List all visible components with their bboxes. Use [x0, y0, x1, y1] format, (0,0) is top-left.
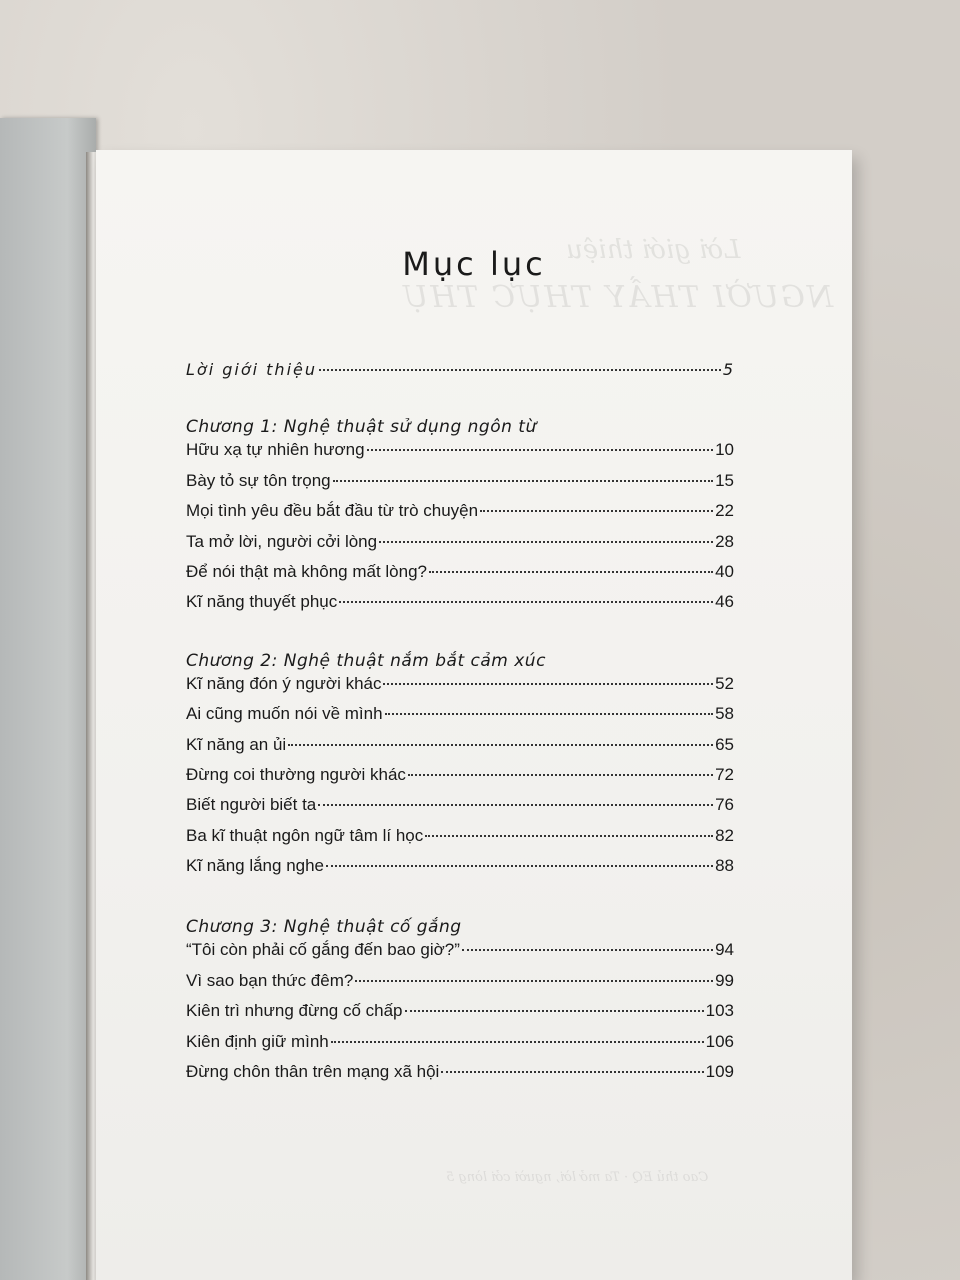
toc-entry-label: Lời giới thiệu	[186, 360, 317, 379]
toc-entry[interactable]	[186, 826, 734, 856]
toc-entry-label: “Tôi còn phải cố gắng đến bao giờ?”	[186, 940, 460, 960]
toc-entry[interactable]	[186, 1001, 734, 1031]
dot-leader	[385, 713, 714, 715]
toc-page-number: 94	[715, 940, 734, 960]
toc-entry-label: Đừng chôn thân trên mạng xã hội	[186, 1062, 440, 1082]
toc-entry[interactable]	[186, 562, 734, 592]
toc-page-number: 46	[715, 592, 734, 612]
toc-entry[interactable]	[186, 856, 734, 886]
toc-entry-label: Biết người biết ta	[186, 795, 317, 815]
toc-entry-label: Kĩ năng đón ý người khác	[186, 673, 382, 693]
toc-entry-label: Kĩ năng thuyết phục	[186, 592, 338, 612]
toc-entry[interactable]	[186, 1062, 734, 1092]
toc-page-number: 22	[715, 501, 734, 521]
dot-leader	[408, 774, 713, 776]
dot-leader	[441, 1071, 703, 1073]
toc-page-number: 5	[722, 360, 734, 379]
dot-leader	[318, 804, 713, 806]
book-cover-edge	[0, 118, 96, 1280]
chapter-heading-1: Chương 1: Nghệ thuật sử dụng ngôn từ	[186, 417, 537, 438]
dot-leader	[319, 369, 721, 371]
page-title: Mục lục	[402, 245, 546, 283]
chapter-heading-3: Chương 3: Nghệ thuật cố gắng	[186, 917, 462, 938]
toc-entry-label: Mọi tình yêu đều bắt đầu từ trò chuyện	[186, 501, 479, 521]
toc-page-number: 40	[715, 561, 734, 581]
dot-leader	[288, 744, 713, 746]
toc-entry[interactable]	[186, 795, 734, 825]
toc-entry-label: Ai cũng muốn nói về mình	[186, 704, 383, 724]
toc-entry[interactable]	[186, 501, 734, 531]
toc-page-number: 52	[715, 673, 734, 693]
toc-page-number: 103	[705, 1001, 734, 1021]
toc-entry-label: Vì sao bạn thức đêm?	[186, 970, 354, 990]
chapter-heading-2: Chương 2: Nghệ thuật nắm bắt cảm xúc	[186, 650, 546, 671]
toc-entry-intro[interactable]	[186, 360, 734, 390]
toc-page-number: 106	[705, 1031, 734, 1051]
toc-page-number: 10	[715, 440, 734, 460]
toc-entry-label: Kĩ năng lắng nghe	[186, 856, 325, 876]
toc-entry[interactable]	[186, 735, 734, 765]
toc-entry[interactable]	[186, 592, 734, 622]
toc-page-number: 58	[715, 704, 734, 724]
toc-entry-label: Kiên trì nhưng đừng cố chấp	[186, 1001, 403, 1021]
toc-entry[interactable]	[186, 940, 734, 970]
dot-leader	[333, 480, 713, 482]
toc-entry[interactable]	[186, 471, 734, 501]
dot-leader	[339, 601, 713, 603]
table-of-contents	[186, 360, 734, 1092]
toc-entry[interactable]	[186, 765, 734, 795]
dot-leader	[425, 835, 713, 837]
toc-page-number: 28	[715, 531, 734, 551]
toc-page-number: 15	[715, 470, 734, 490]
book-page	[96, 150, 852, 1280]
show-through-footer: Cao thủ EQ · Ta mở lời, người cởi lòng 5	[446, 1170, 709, 1185]
toc-entry-label: Hữu xạ tự nhiên hương	[186, 440, 365, 460]
toc-page-number: 72	[715, 764, 734, 784]
dot-leader	[480, 510, 713, 512]
dot-leader	[405, 1010, 704, 1012]
dot-leader	[383, 683, 713, 685]
toc-entry[interactable]	[186, 971, 734, 1001]
show-through-title: NGƯỜI THẦY THỰC THỤ	[401, 280, 834, 315]
dot-leader	[355, 980, 713, 982]
toc-page-number: 99	[715, 970, 734, 990]
toc-page-number: 109	[705, 1062, 734, 1082]
dot-leader	[367, 449, 714, 451]
toc-entry[interactable]	[186, 704, 734, 734]
dot-leader	[331, 1041, 704, 1043]
toc-entry[interactable]	[186, 674, 734, 704]
toc-page-number: 88	[715, 856, 734, 876]
toc-entry-label: Ba kĩ thuật ngôn ngữ tâm lí học	[186, 825, 424, 845]
toc-entry[interactable]	[186, 532, 734, 562]
dot-leader	[326, 865, 713, 867]
toc-entry-label: Kĩ năng an ủi	[186, 734, 287, 754]
dot-leader	[379, 541, 713, 543]
toc-page-number: 82	[715, 825, 734, 845]
toc-entry-label: Bày tỏ sự tôn trọng	[186, 470, 331, 490]
dot-leader	[429, 571, 713, 573]
toc-entry[interactable]	[186, 440, 734, 470]
toc-entry-label: Đừng coi thường người khác	[186, 764, 406, 784]
dot-leader	[462, 949, 713, 951]
toc-entry-label: Ta mở lời, người cởi lòng	[186, 531, 378, 551]
toc-entry-label: Để nói thật mà không mất lòng?	[186, 561, 427, 581]
toc-page-number: 76	[715, 795, 734, 815]
toc-page-number: 65	[715, 734, 734, 754]
show-through-heading: Lời giới thiệu	[566, 235, 741, 265]
toc-entry[interactable]	[186, 1032, 734, 1062]
toc-entry-label: Kiên định giữ mình	[186, 1031, 329, 1051]
